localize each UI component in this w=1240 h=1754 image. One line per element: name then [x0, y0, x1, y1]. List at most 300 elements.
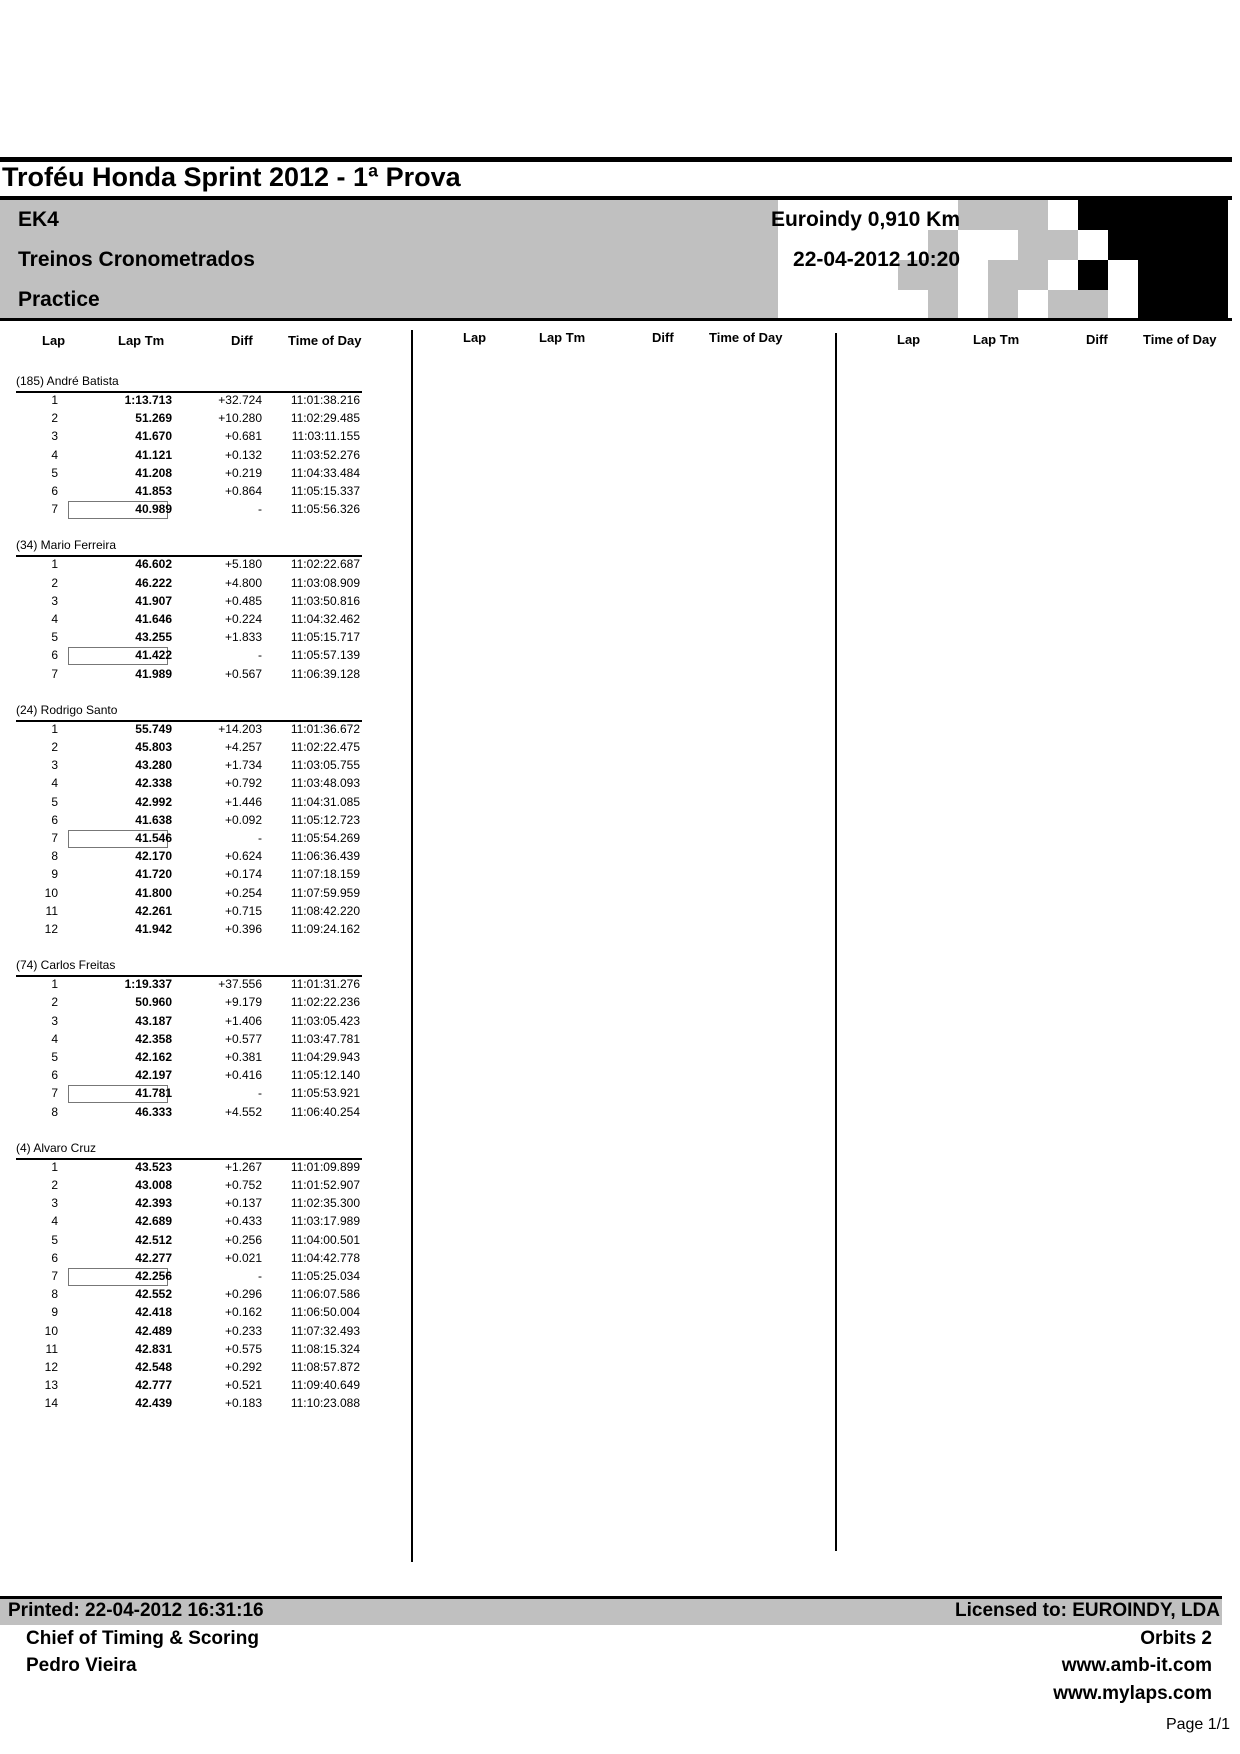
lap-row [16, 1086, 362, 1104]
lap-diff: - [258, 648, 262, 663]
lap-row [16, 1378, 362, 1396]
lap-row [16, 393, 362, 411]
lap-time: 43.255 [135, 630, 172, 645]
lap-time: 1:13.713 [124, 393, 172, 407]
lap-number: 9 [51, 867, 58, 882]
col-header-tod: Time of Day [1143, 332, 1217, 347]
lap-number: 13 [44, 1378, 58, 1393]
col-header-tod: Time of Day [709, 330, 783, 345]
lap-diff: +1.833 [224, 630, 262, 645]
lap-time: 41.638 [135, 812, 172, 827]
lap-diff: +0.575 [224, 1341, 262, 1356]
flag-square [1018, 200, 1048, 230]
lap-diff: +0.521 [224, 1378, 262, 1393]
track-name: Euroindy 0,910 Km [770, 208, 960, 231]
time-of-day: 11:04:31.085 [290, 794, 360, 809]
lap-number: 3 [51, 429, 58, 444]
time-of-day: 11:08:57.872 [290, 1360, 360, 1374]
time-of-day: 11:02:22.687 [290, 557, 360, 572]
lap-row [16, 831, 362, 849]
lap-diff: - [258, 1086, 262, 1101]
lap-diff: +0.624 [224, 849, 262, 864]
col-header-lap: Lap [897, 332, 921, 347]
time-of-day: 11:02:29.485 [290, 411, 360, 426]
flag-square [1078, 200, 1108, 230]
lap-diff: - [258, 502, 262, 517]
lap-time: 50.960 [135, 995, 172, 1010]
flag-square [1198, 200, 1228, 230]
time-of-day: 11:01:36.672 [290, 721, 360, 736]
lap-row [16, 1396, 362, 1414]
flag-square [1168, 200, 1198, 230]
lap-diff: +0.254 [224, 885, 262, 900]
lap-diff: +0.577 [224, 1031, 262, 1046]
time-of-day: 11:05:57.139 [290, 648, 360, 663]
time-of-day: 11:03:05.755 [290, 758, 360, 773]
flag-square [1198, 230, 1228, 260]
lap-time: 43.187 [135, 1013, 172, 1028]
time-of-day: 11:08:15.324 [290, 1341, 360, 1356]
lap-row [16, 411, 362, 429]
lap-diff: +0.485 [224, 593, 262, 608]
lap-number: 12 [44, 1360, 58, 1374]
time-of-day: 11:10:23.088 [290, 1396, 360, 1411]
lap-row [16, 795, 362, 813]
time-of-day: 11:03:50.816 [290, 593, 360, 608]
lap-number: 1 [51, 1159, 58, 1174]
lap-diff: +1.406 [224, 1013, 262, 1028]
lap-number: 8 [51, 849, 58, 864]
col-header-lap: Lap [42, 333, 66, 348]
official-role: Chief of Timing & Scoring [26, 1628, 259, 1649]
lap-row [16, 776, 362, 794]
time-of-day: 11:09:40.649 [290, 1378, 360, 1393]
lap-diff: +0.137 [224, 1196, 262, 1211]
lap-time: 42.548 [135, 1360, 172, 1374]
lap-number: 6 [51, 812, 58, 827]
lap-time: 42.777 [135, 1378, 172, 1393]
lap-time: 42.418 [135, 1305, 172, 1320]
lap-diff: +5.180 [224, 557, 262, 572]
lap-number: 1 [51, 721, 58, 736]
time-of-day: 11:04:42.778 [290, 1250, 360, 1265]
lap-number: 2 [51, 740, 58, 754]
flag-square [1168, 260, 1198, 290]
lap-time: 43.523 [135, 1159, 172, 1174]
lap-time: 42.393 [135, 1196, 172, 1211]
lap-row [16, 1050, 362, 1068]
printed-timestamp: Printed: 22-04-2012 16:31:16 [8, 1600, 264, 1621]
lap-row [16, 1233, 362, 1251]
time-of-day: 11:02:22.236 [290, 995, 360, 1010]
lap-time: 41.208 [135, 465, 172, 480]
flag-square [1078, 260, 1108, 290]
lap-diff: +0.132 [224, 447, 262, 462]
time-of-day: 11:07:32.493 [290, 1323, 360, 1338]
lap-diff: +0.396 [224, 922, 262, 936]
time-of-day: 11:03:47.781 [290, 1031, 360, 1046]
lap-number: 8 [51, 1287, 58, 1302]
lap-time: 42.552 [135, 1287, 172, 1302]
flag-square [1198, 260, 1228, 290]
lap-number: 2 [51, 1178, 58, 1192]
flag-square [928, 290, 958, 320]
lap-number: 5 [51, 794, 58, 809]
flag-square [1138, 230, 1168, 260]
driver-name: (185) André Batista [16, 374, 119, 388]
lap-row [16, 1251, 362, 1269]
flag-square [1138, 200, 1168, 230]
lap-row [16, 630, 362, 648]
lap-time: 42.197 [135, 1068, 172, 1083]
column-divider [411, 330, 413, 1562]
lap-diff: +0.224 [224, 612, 262, 626]
flag-square [1168, 290, 1198, 320]
lap-number: 6 [51, 648, 58, 663]
time-of-day: 11:01:09.899 [290, 1159, 360, 1174]
lap-number: 2 [51, 411, 58, 426]
lap-row [16, 1068, 362, 1086]
lap-time: 42.831 [135, 1341, 172, 1356]
event-title: Troféu Honda Sprint 2012 - 1ª Prova [2, 162, 461, 192]
lap-number: 6 [51, 484, 58, 498]
lap-time: 42.277 [135, 1250, 172, 1265]
lap-number: 7 [51, 1269, 58, 1283]
time-of-day: 11:03:17.989 [290, 1214, 360, 1229]
flag-square [1108, 230, 1138, 260]
time-of-day: 11:05:15.337 [290, 484, 360, 498]
lap-number: 7 [51, 666, 58, 681]
lap-row [16, 1360, 362, 1378]
website-link[interactable]: www.amb-it.com [1061, 1655, 1212, 1676]
lap-diff: - [258, 1269, 262, 1283]
band-rule [0, 318, 1232, 321]
lap-row [16, 557, 362, 575]
session-type: Practice [18, 288, 100, 311]
lap-time: 42.439 [135, 1396, 172, 1411]
lap-number: 4 [51, 1031, 58, 1046]
lap-time: 1:19.337 [124, 977, 172, 992]
lap-diff: +0.162 [224, 1305, 262, 1320]
lap-diff: +4.257 [224, 740, 262, 754]
driver-name: (4) Alvaro Cruz [16, 1140, 97, 1155]
col-header-laptm: Lap Tm [973, 332, 1020, 347]
lap-number: 12 [44, 922, 58, 936]
lap-row [16, 1342, 362, 1360]
lap-row [16, 612, 362, 630]
lap-time: 42.261 [135, 903, 172, 918]
lap-row [16, 1214, 362, 1232]
lap-diff: +0.092 [224, 812, 262, 827]
lap-row [16, 429, 362, 447]
lap-row [16, 484, 362, 502]
lap-row [16, 867, 362, 885]
lap-diff: +10.280 [218, 411, 262, 426]
lap-number: 5 [51, 1050, 58, 1064]
time-of-day: 11:05:25.034 [290, 1269, 360, 1283]
lap-row [16, 466, 362, 484]
lap-diff: +0.792 [224, 776, 262, 791]
lap-row [16, 1287, 362, 1305]
flag-square [1138, 260, 1168, 290]
lap-diff: +0.174 [224, 867, 262, 882]
time-of-day: 11:06:36.439 [290, 849, 360, 864]
flag-square [1168, 230, 1198, 260]
col-header-diff: Diff [652, 330, 674, 345]
lap-row [16, 448, 362, 466]
lap-time: 43.280 [135, 758, 172, 773]
lap-diff: +0.183 [224, 1396, 262, 1411]
lap-number: 4 [51, 612, 58, 626]
lap-number: 3 [51, 1196, 58, 1211]
time-of-day: 11:03:08.909 [290, 575, 360, 590]
lap-number: 4 [51, 447, 58, 462]
lap-number: 8 [51, 1104, 58, 1119]
lap-number: 2 [51, 575, 58, 590]
lap-time: 42.162 [135, 1050, 172, 1064]
lap-time: 41.720 [135, 867, 172, 882]
lap-diff: +0.715 [224, 903, 262, 918]
driver-name: (24) Rodrigo Santo [16, 702, 118, 717]
lap-row [16, 1196, 362, 1214]
flag-square [988, 200, 1018, 230]
lap-row [16, 576, 362, 594]
col-header-laptm: Lap Tm [539, 330, 586, 345]
lap-diff: +0.433 [224, 1214, 262, 1229]
driver-name: (34) Mario Ferreira [16, 538, 117, 553]
time-of-day: 11:06:07.586 [290, 1287, 360, 1302]
lap-time: 55.749 [135, 721, 172, 736]
lap-row [16, 1160, 362, 1178]
lap-number: 9 [51, 1305, 58, 1320]
time-of-day: 11:03:11.155 [291, 429, 360, 444]
lap-number: 6 [51, 1250, 58, 1265]
lap-diff: +14.203 [218, 721, 262, 736]
flag-square [958, 200, 988, 230]
lap-diff: +1.734 [224, 758, 262, 773]
lap-time: 41.942 [135, 922, 172, 936]
lap-time: 41.546 [135, 831, 172, 845]
lap-diff: +0.567 [224, 666, 262, 681]
lap-number: 1 [51, 557, 58, 572]
time-of-day: 11:08:42.220 [290, 903, 360, 918]
lap-row [16, 995, 362, 1013]
time-of-day: 11:04:00.501 [290, 1232, 360, 1247]
time-of-day: 11:04:32.462 [290, 612, 360, 626]
lap-time: 42.689 [135, 1214, 172, 1229]
flag-square [1198, 290, 1228, 320]
time-of-day: 11:05:54.269 [290, 831, 360, 845]
lap-time: 42.992 [135, 794, 172, 809]
lap-number: 5 [51, 630, 58, 645]
lap-number: 11 [45, 903, 58, 918]
time-of-day: 11:04:29.943 [290, 1050, 360, 1064]
time-of-day: 11:03:52.276 [290, 447, 360, 462]
time-of-day: 11:02:22.475 [290, 740, 360, 754]
lap-number: 2 [51, 995, 58, 1010]
lap-diff: +0.381 [224, 1050, 262, 1064]
lap-number: 7 [51, 831, 58, 845]
lap-diff: +0.416 [224, 1068, 262, 1083]
lap-diff: +0.681 [224, 429, 262, 444]
lap-time: 46.222 [135, 575, 172, 590]
lap-diff: +0.233 [224, 1323, 262, 1338]
time-of-day: 11:06:50.004 [290, 1305, 360, 1320]
lap-time: 41.422 [135, 648, 172, 663]
lap-row [16, 594, 362, 612]
lap-time: 41.800 [135, 885, 172, 900]
lap-diff: +1.267 [224, 1159, 262, 1174]
lap-diff: +0.752 [224, 1178, 262, 1192]
lap-diff: +0.864 [224, 484, 262, 498]
time-of-day: 11:07:18.159 [290, 867, 360, 882]
session-datetime: 22-04-2012 10:20 [793, 248, 960, 271]
lap-time: 42.358 [135, 1031, 172, 1046]
lap-time: 46.602 [135, 557, 172, 572]
lap-time: 42.512 [135, 1232, 172, 1247]
lap-number: 1 [51, 977, 58, 992]
time-of-day: 11:05:12.140 [290, 1068, 360, 1083]
license-holder: Licensed to: EUROINDY, LDA [955, 1600, 1220, 1621]
lap-time: 40.989 [135, 502, 172, 517]
lap-number: 4 [51, 1214, 58, 1229]
time-of-day: 11:07:59.959 [290, 885, 360, 900]
lap-time: 41.670 [135, 429, 172, 444]
lap-time: 42.256 [135, 1269, 172, 1283]
flag-square [1138, 290, 1168, 320]
time-of-day: 11:03:05.423 [290, 1013, 360, 1028]
time-of-day: 11:04:33.484 [290, 465, 360, 480]
lap-diff: +1.446 [224, 794, 262, 809]
time-of-day: 11:01:52.907 [290, 1178, 360, 1192]
lap-time: 41.853 [135, 484, 172, 498]
lap-time: 41.121 [135, 447, 172, 462]
time-of-day: 11:02:35.300 [290, 1196, 360, 1211]
lap-time: 45.803 [135, 740, 172, 754]
lap-row [16, 740, 362, 758]
lap-time: 43.008 [135, 1178, 172, 1192]
lap-row [16, 1305, 362, 1323]
website-link[interactable]: www.mylaps.com [1053, 1683, 1212, 1704]
flag-square [1048, 290, 1078, 320]
time-of-day: 11:05:56.326 [290, 502, 360, 517]
col-header-diff: Diff [231, 333, 253, 348]
lap-number: 3 [51, 1013, 58, 1028]
official-name: Pedro Vieira [26, 1655, 137, 1676]
lap-row [16, 1269, 362, 1287]
lap-row [16, 904, 362, 922]
lap-row [16, 1032, 362, 1050]
lap-row [16, 722, 362, 740]
lap-time: 41.781 [135, 1086, 172, 1101]
driver-name: (74) Carlos Freitas [16, 958, 116, 973]
class-name: EK4 [18, 208, 59, 231]
time-of-day: 11:01:31.276 [290, 977, 360, 992]
col-header-diff: Diff [1086, 332, 1108, 347]
software-name: Orbits 2 [1140, 1628, 1212, 1649]
lap-number: 4 [51, 776, 58, 791]
lap-time: 41.989 [135, 666, 172, 681]
lap-number: 3 [51, 758, 58, 773]
time-of-day: 11:05:15.717 [290, 630, 360, 645]
lap-time: 42.338 [135, 776, 172, 791]
time-of-day: 11:06:40.254 [290, 1104, 360, 1119]
lap-number: 5 [51, 465, 58, 480]
lap-number: 10 [44, 1323, 58, 1338]
session-name: Treinos Cronometrados [18, 248, 255, 271]
lap-row [16, 667, 362, 685]
lap-number: 14 [44, 1396, 58, 1411]
lap-row [16, 922, 362, 940]
lap-number: 10 [44, 885, 58, 900]
lap-time: 42.170 [135, 849, 172, 864]
lap-row [16, 886, 362, 904]
lap-row [16, 1178, 362, 1196]
lap-row [16, 502, 362, 520]
lap-time: 46.333 [135, 1104, 172, 1119]
lap-diff: +32.724 [218, 393, 262, 407]
lap-number: 1 [51, 393, 58, 407]
flag-square [1018, 230, 1048, 260]
column-divider [835, 333, 837, 1551]
lap-diff: +4.552 [224, 1104, 262, 1119]
lap-diff: +0.296 [224, 1287, 262, 1302]
flag-square [1048, 230, 1078, 260]
flag-square [1108, 200, 1138, 230]
time-of-day: 11:03:48.093 [290, 776, 360, 791]
lap-time: 41.907 [135, 593, 172, 608]
time-of-day: 11:09:24.162 [290, 922, 360, 936]
lap-diff: +4.800 [224, 575, 262, 590]
lap-diff: +9.179 [224, 995, 262, 1010]
lap-row [16, 1105, 362, 1123]
lap-row [16, 849, 362, 867]
flag-square [1018, 260, 1048, 290]
flag-square [1078, 290, 1108, 320]
lap-diff: +0.219 [224, 465, 262, 480]
lap-diff: +37.556 [218, 977, 262, 992]
lap-time: 41.646 [135, 612, 172, 626]
lap-number: 11 [45, 1341, 58, 1356]
time-of-day: 11:01:38.216 [290, 393, 360, 407]
col-header-lap: Lap [463, 330, 487, 345]
lap-row [16, 758, 362, 776]
lap-row [16, 1014, 362, 1032]
lap-number: 3 [51, 593, 58, 608]
flag-square [988, 290, 1018, 320]
time-of-day: 11:06:39.128 [290, 666, 360, 681]
flag-square [988, 260, 1018, 290]
lap-row [16, 813, 362, 831]
time-of-day: 11:05:53.921 [290, 1086, 360, 1101]
lap-diff: +0.021 [224, 1250, 262, 1265]
lap-number: 5 [51, 1232, 58, 1247]
lap-diff: +0.292 [224, 1360, 262, 1374]
lap-row [16, 648, 362, 666]
lap-time: 42.489 [135, 1323, 172, 1338]
page-number: Page 1/1 [1165, 1716, 1230, 1733]
lap-row [16, 1324, 362, 1342]
col-header-laptm: Lap Tm [118, 333, 165, 348]
time-of-day: 11:05:12.723 [290, 812, 360, 827]
lap-time: 51.269 [135, 411, 172, 426]
lap-row [16, 977, 362, 995]
lap-number: 7 [51, 502, 58, 517]
lap-diff: - [258, 831, 262, 845]
lap-number: 6 [51, 1068, 58, 1083]
col-header-tod: Time of Day [288, 333, 362, 348]
lap-number: 7 [51, 1086, 58, 1101]
